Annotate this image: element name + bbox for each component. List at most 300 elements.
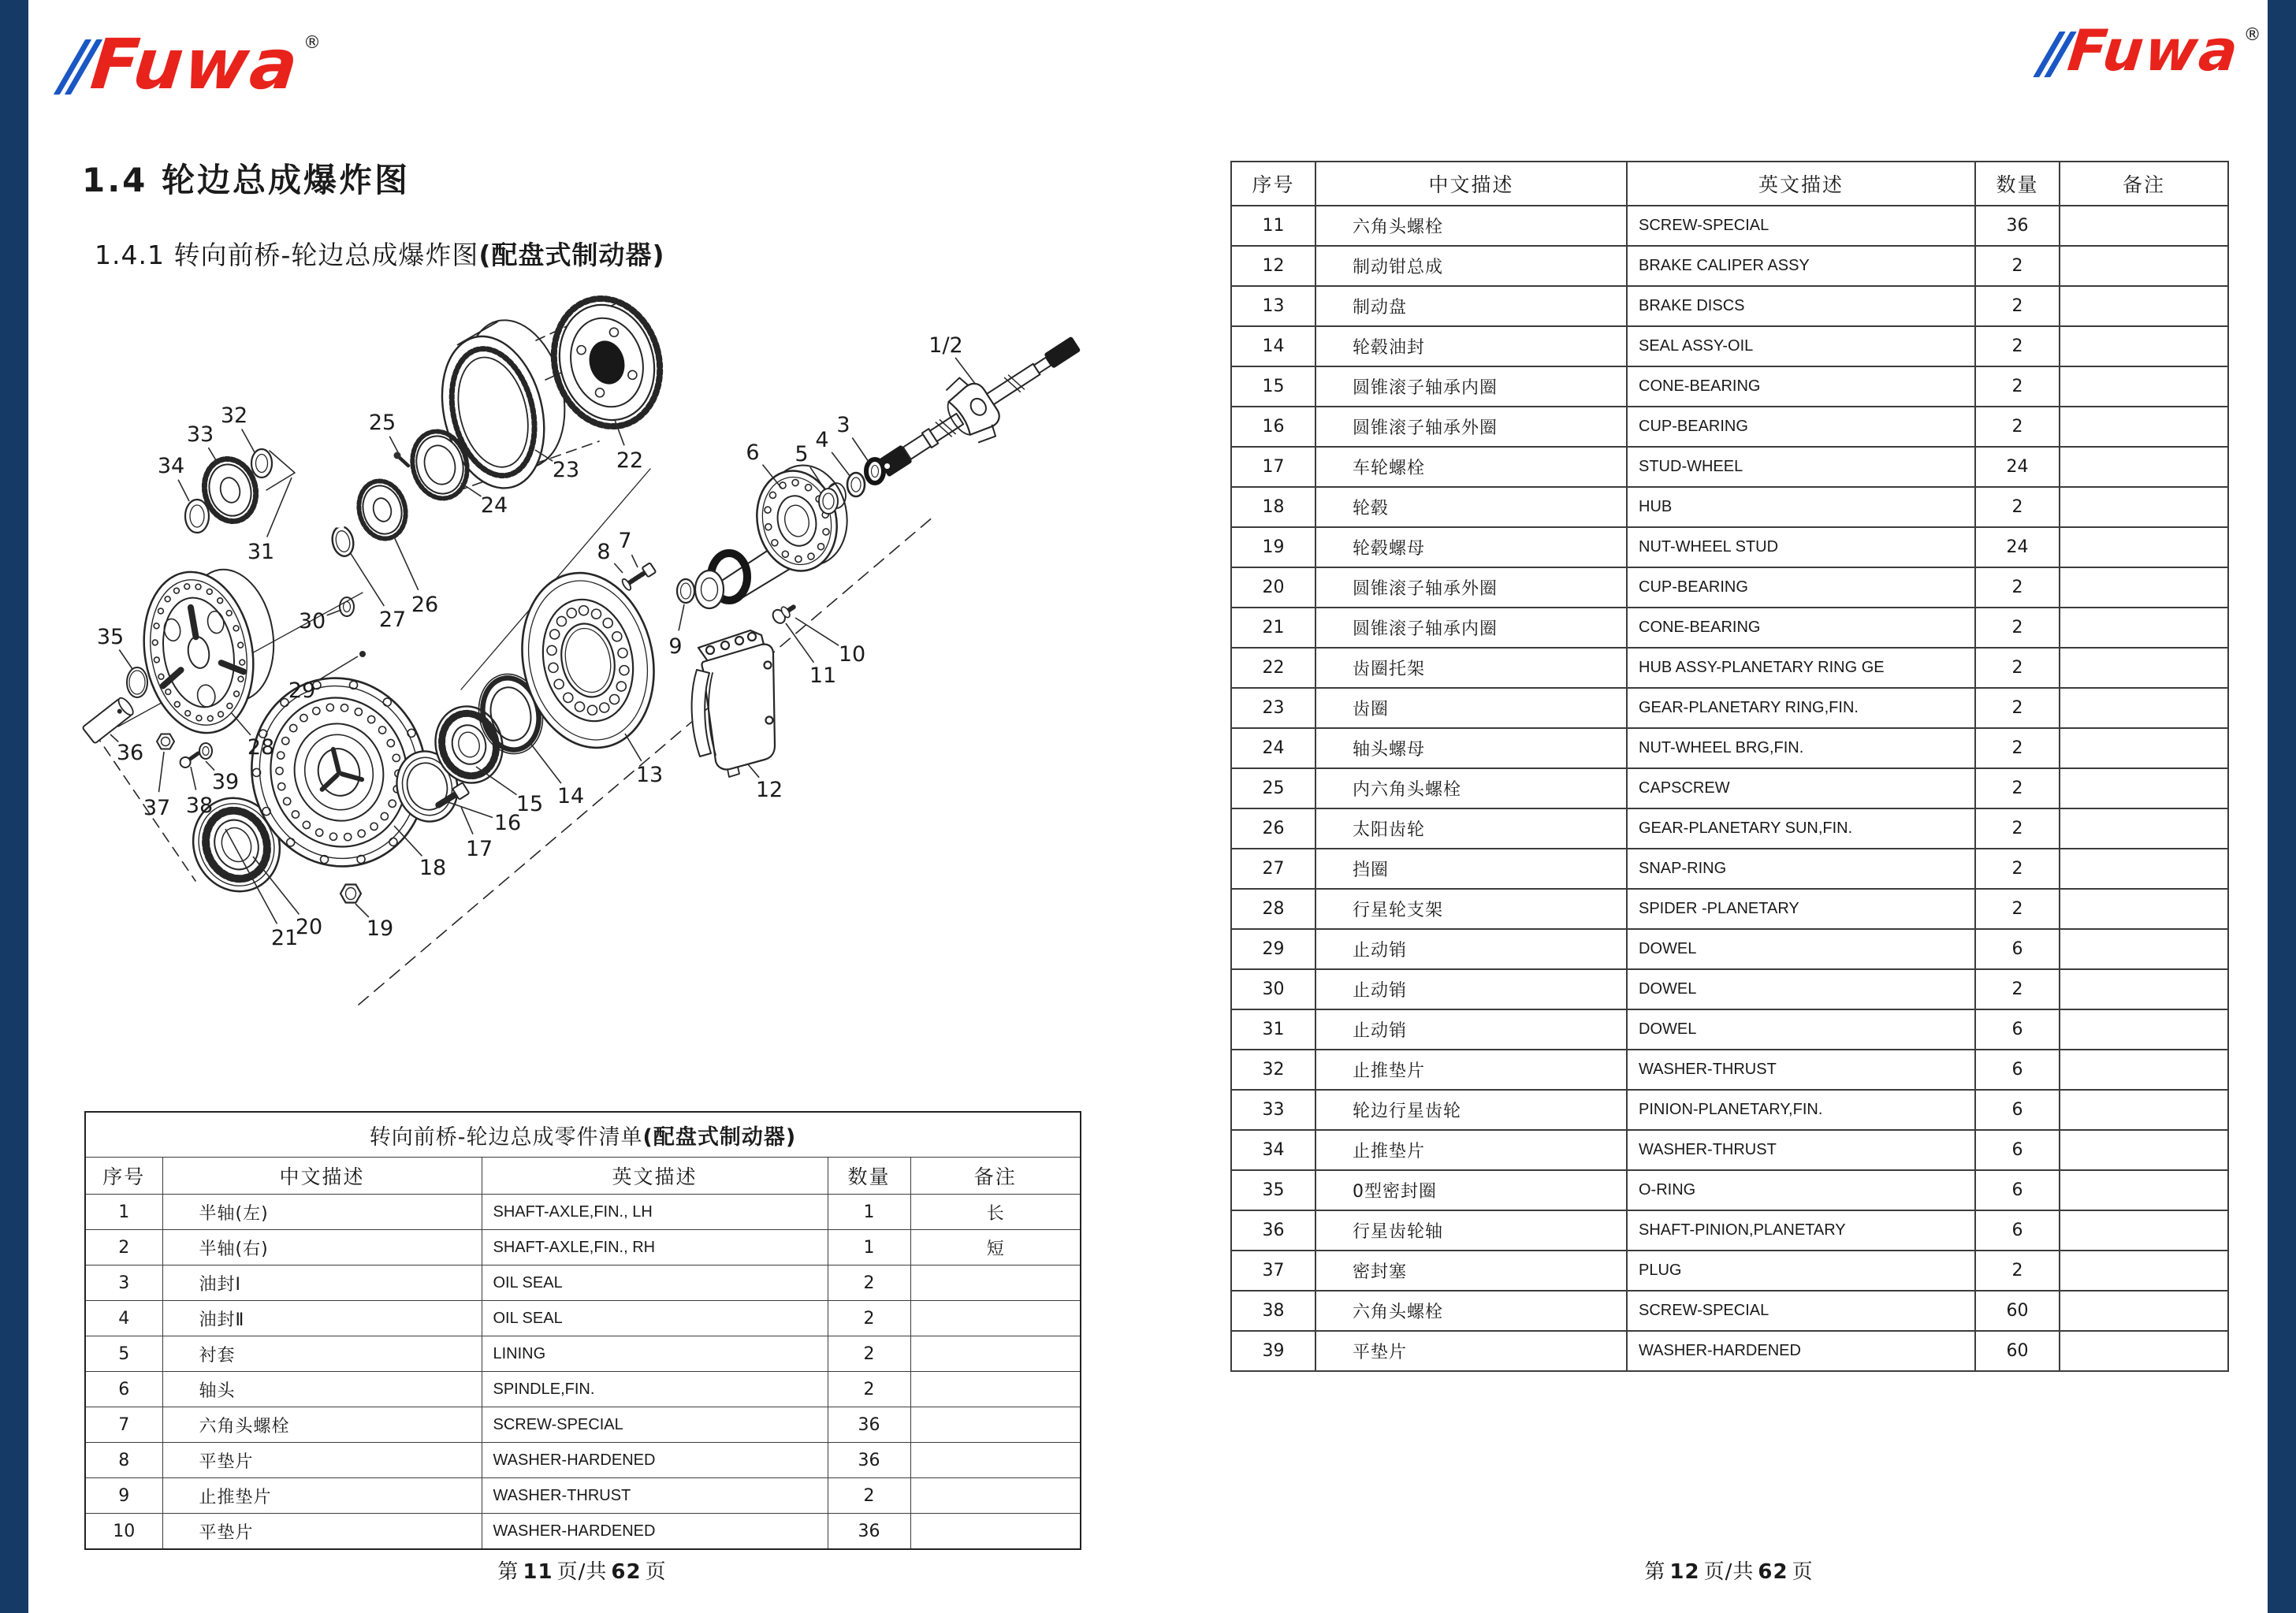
table-row bbox=[85, 1195, 1081, 1230]
cell: 10 bbox=[85, 1514, 162, 1550]
cell: SEAL ASSY-OIL bbox=[1627, 326, 1975, 366]
leader-line bbox=[625, 734, 642, 761]
cell: 7 bbox=[85, 1407, 162, 1443]
diagram-label: 36 bbox=[116, 741, 144, 765]
part-bolt-7-8 bbox=[621, 562, 657, 591]
cell bbox=[910, 1514, 1081, 1550]
table-row bbox=[1231, 286, 2228, 326]
diagram-label: 18 bbox=[419, 856, 447, 880]
cell: 2 bbox=[828, 1301, 910, 1336]
cell bbox=[2060, 246, 2228, 286]
cell: 行星齿轮轴 bbox=[1315, 1210, 1627, 1251]
cell bbox=[910, 1265, 1081, 1301]
cell: 齿圈 bbox=[1315, 688, 1627, 728]
cell bbox=[2060, 688, 2228, 728]
leader-line bbox=[267, 478, 292, 537]
page-number: 12 bbox=[1669, 1560, 1700, 1584]
cell: 20 bbox=[1231, 567, 1315, 608]
cell: SHAFT-AXLE,FIN., RH bbox=[482, 1230, 828, 1265]
cell: 60 bbox=[1975, 1291, 2060, 1331]
subsection-heading-text: 1.4.1 转向前桥-轮边总成爆炸图 bbox=[95, 240, 479, 270]
cell bbox=[2060, 808, 2228, 849]
part-ring-gear-hub-22 bbox=[540, 292, 674, 438]
logo-wordmark: Fuwa bbox=[87, 24, 303, 105]
cell: 30 bbox=[1231, 969, 1315, 1009]
column-header: 英文描述 bbox=[1627, 162, 1975, 206]
diagram-label: 25 bbox=[368, 411, 396, 435]
cell: 2 bbox=[828, 1265, 910, 1301]
diagram-label: 10 bbox=[838, 642, 866, 667]
diagram-label: 33 bbox=[186, 422, 214, 447]
cell: SPINDLE,FIN. bbox=[482, 1372, 828, 1407]
cell: 36 bbox=[828, 1514, 910, 1550]
cell: 18 bbox=[1231, 487, 1315, 527]
cell: 六角头螺栓 bbox=[162, 1407, 482, 1443]
column-header: 序号 bbox=[1231, 162, 1315, 206]
diagram-label: 32 bbox=[220, 403, 248, 428]
cell: DOWEL bbox=[1627, 1009, 1975, 1050]
cell: 内六角头螺栓 bbox=[1315, 768, 1627, 808]
cell: WASHER-THRUST bbox=[1627, 1050, 1975, 1090]
cell: 29 bbox=[1231, 929, 1315, 969]
cell bbox=[2060, 969, 2228, 1009]
fuwa-logo-right bbox=[2046, 17, 2261, 84]
cell: 车轮螺栓 bbox=[1315, 447, 1627, 487]
diagram-label: 1/2 bbox=[928, 333, 963, 358]
cell: WASHER-THRUST bbox=[1627, 1130, 1975, 1170]
table-row bbox=[1231, 1009, 2228, 1050]
part-plug-37 bbox=[157, 734, 174, 749]
cell: 2 bbox=[1975, 969, 2060, 1009]
table-row bbox=[1231, 1210, 2228, 1251]
part-plug-10-11 bbox=[771, 601, 798, 626]
cell: 油封Ⅱ bbox=[162, 1301, 482, 1336]
column-header: 数量 bbox=[828, 1158, 910, 1195]
table-row bbox=[85, 1265, 1081, 1301]
table-row bbox=[1231, 206, 2228, 246]
cell: CUP-BEARING bbox=[1627, 407, 1975, 447]
table-row bbox=[1231, 849, 2228, 889]
cell: 27 bbox=[1231, 849, 1315, 889]
cell: 6 bbox=[1975, 1090, 2060, 1130]
cell bbox=[910, 1336, 1081, 1372]
part-pinion-shaft-36 bbox=[82, 696, 136, 744]
cell bbox=[910, 1443, 1081, 1478]
cell bbox=[2060, 608, 2228, 648]
table-row bbox=[85, 1407, 1081, 1443]
cell bbox=[2060, 567, 2228, 608]
cell: 止推垫片 bbox=[1315, 1130, 1627, 1170]
cell: 2 bbox=[1975, 326, 2060, 366]
diagram-label: 17 bbox=[465, 837, 493, 861]
cell: 13 bbox=[1231, 286, 1315, 326]
diagram-label: 26 bbox=[411, 593, 439, 617]
cell: 轮毂油封 bbox=[1315, 326, 1627, 366]
cell: PINION-PLANETARY,FIN. bbox=[1627, 1090, 1975, 1130]
cell bbox=[910, 1478, 1081, 1514]
part-washer-39 bbox=[199, 743, 212, 759]
cell bbox=[910, 1372, 1081, 1407]
leader-line bbox=[632, 555, 638, 567]
total-pages: 62 bbox=[611, 1560, 642, 1584]
cell bbox=[2060, 206, 2228, 246]
leader-line bbox=[955, 358, 976, 385]
diagram-label: 35 bbox=[96, 625, 125, 649]
cell bbox=[2060, 929, 2228, 969]
diagram-label: 16 bbox=[493, 811, 522, 835]
table-row bbox=[85, 1372, 1081, 1407]
cell: DOWEL bbox=[1627, 929, 1975, 969]
table-row bbox=[1231, 1251, 2228, 1291]
cell: 1 bbox=[828, 1195, 910, 1230]
diagram-label: 12 bbox=[755, 778, 783, 802]
cell: 圆锥滚子轴承内圈 bbox=[1315, 608, 1627, 648]
cell: 2 bbox=[1975, 366, 2060, 407]
part-capscrew-25 bbox=[394, 452, 409, 466]
table-row bbox=[1231, 407, 2228, 447]
diagram-label: 34 bbox=[157, 454, 185, 478]
cell: 2 bbox=[1975, 1251, 2060, 1291]
cell: 2 bbox=[1975, 849, 2060, 889]
total-pages: 62 bbox=[1758, 1560, 1788, 1584]
cell: 34 bbox=[1231, 1130, 1315, 1170]
table-title-row bbox=[85, 1112, 1081, 1158]
leader-line bbox=[119, 650, 132, 670]
cell bbox=[2060, 1170, 2228, 1210]
logo-slashes-icon bbox=[69, 39, 91, 95]
cell: 2 bbox=[1975, 567, 2060, 608]
cell: 33 bbox=[1231, 1090, 1315, 1130]
diagram-label: 15 bbox=[515, 792, 544, 816]
cell: SHAFT-PINION,PLANETARY bbox=[1627, 1210, 1975, 1251]
cell: 6 bbox=[1975, 1210, 2060, 1251]
diagram-label: 14 bbox=[556, 784, 585, 808]
cell: OIL SEAL bbox=[482, 1301, 828, 1336]
table-title: 转向前桥-轮边总成零件清单(配盘式制动器) bbox=[85, 1112, 1081, 1158]
part-spider-28 bbox=[132, 563, 266, 741]
right-navy-strip bbox=[2268, 0, 2296, 1613]
cell: CUP-BEARING bbox=[1627, 567, 1975, 608]
table-row bbox=[1231, 1090, 2228, 1130]
cell: 1 bbox=[85, 1195, 162, 1230]
column-header: 中文描述 bbox=[162, 1158, 482, 1195]
cell: 2 bbox=[1975, 407, 2060, 447]
cell: 太阳齿轮 bbox=[1315, 808, 1627, 849]
cell: 制动盘 bbox=[1315, 286, 1627, 326]
footer-text: 页 bbox=[645, 1560, 667, 1584]
cell: 止动销 bbox=[1315, 1009, 1627, 1050]
leader-line bbox=[679, 604, 684, 630]
table-row bbox=[85, 1336, 1081, 1372]
cell: 8 bbox=[85, 1443, 162, 1478]
cell: 12 bbox=[1231, 246, 1315, 286]
cell: HUB ASSY-PLANETARY RING GE bbox=[1627, 648, 1975, 688]
diagram-label: 24 bbox=[480, 493, 508, 518]
table-row bbox=[1231, 688, 2228, 728]
leader-line bbox=[852, 438, 869, 463]
cell: SHAFT-AXLE,FIN., LH bbox=[482, 1195, 828, 1230]
part-pinion-33 bbox=[198, 453, 263, 527]
cell: 3 bbox=[85, 1265, 162, 1301]
cell: PLUG bbox=[1627, 1251, 1975, 1291]
cell: O-RING bbox=[1627, 1170, 1975, 1210]
diagram-label: 27 bbox=[378, 608, 407, 632]
cell: 35 bbox=[1231, 1170, 1315, 1210]
part-dowel-29 bbox=[359, 651, 366, 657]
subsection-heading bbox=[95, 235, 665, 272]
cell: 24 bbox=[1975, 527, 2060, 567]
diagram-label: 3 bbox=[836, 413, 850, 437]
leader-line bbox=[461, 807, 473, 834]
cell: 36 bbox=[828, 1407, 910, 1443]
cell bbox=[2060, 1050, 2228, 1090]
leader-line bbox=[795, 618, 839, 645]
footer-text: 第 bbox=[497, 1560, 519, 1584]
registered-mark-icon: ® bbox=[2243, 25, 2261, 45]
page-number: 11 bbox=[523, 1560, 553, 1584]
diagram-label: 20 bbox=[295, 915, 323, 939]
cell: 轴头 bbox=[162, 1372, 482, 1407]
part-axle-shaft-1-2 bbox=[865, 314, 1095, 497]
cell: 六角头螺栓 bbox=[1315, 1291, 1627, 1331]
cell: 行星轮支架 bbox=[1315, 889, 1627, 929]
table-row bbox=[1231, 1291, 2228, 1331]
diagram-label: 23 bbox=[552, 458, 580, 482]
table-header-row bbox=[1231, 162, 2228, 206]
cell bbox=[2060, 889, 2228, 929]
cell: 长 bbox=[910, 1195, 1081, 1230]
logo-wordmark: Fuwa bbox=[2064, 17, 2243, 84]
table-row bbox=[85, 1443, 1081, 1478]
cell bbox=[2060, 487, 2228, 527]
leader-line bbox=[461, 483, 481, 496]
leader-line bbox=[530, 742, 561, 783]
table-row bbox=[1231, 648, 2228, 688]
cell: LINING bbox=[482, 1336, 828, 1372]
leader-line bbox=[614, 563, 623, 573]
cell: HUB bbox=[1627, 487, 1975, 527]
diagram-label: 37 bbox=[143, 796, 171, 820]
cell: 17 bbox=[1231, 447, 1315, 487]
cell: BRAKE DISCS bbox=[1627, 286, 1975, 326]
cell: 25 bbox=[1231, 768, 1315, 808]
cell: 2 bbox=[1975, 808, 2060, 849]
cell: 5 bbox=[85, 1336, 162, 1372]
cell: 平垫片 bbox=[162, 1443, 482, 1478]
part-washer-9 bbox=[677, 579, 694, 603]
column-header: 备注 bbox=[910, 1158, 1081, 1195]
table-row bbox=[85, 1301, 1081, 1336]
cell: 19 bbox=[1231, 527, 1315, 567]
cell: 21 bbox=[1231, 608, 1315, 648]
page-footer-right bbox=[1230, 1555, 2227, 1585]
cell bbox=[2060, 1210, 2228, 1251]
diagram-label: 28 bbox=[247, 735, 275, 760]
part-sun-gear-26 bbox=[352, 476, 411, 544]
cell: 6 bbox=[85, 1372, 162, 1407]
section-heading: 1.4 轮边总成爆炸图 bbox=[82, 161, 411, 199]
cell: SNAP-RING bbox=[1627, 849, 1975, 889]
diagram-label: 13 bbox=[635, 763, 664, 787]
cell: 2 bbox=[1975, 608, 2060, 648]
diagram-label: 5 bbox=[794, 442, 809, 466]
cell: 6 bbox=[1975, 1009, 2060, 1050]
cell: 9 bbox=[85, 1478, 162, 1514]
part-bolt-38 bbox=[178, 749, 201, 770]
diagram-label: 31 bbox=[247, 540, 275, 564]
table-row bbox=[1231, 246, 2228, 286]
table-row bbox=[1231, 929, 2228, 969]
cell bbox=[910, 1301, 1081, 1336]
leader-line bbox=[206, 761, 214, 771]
cell: 2 bbox=[828, 1478, 910, 1514]
cell bbox=[2060, 648, 2228, 688]
part-washer-32 bbox=[251, 449, 272, 478]
cell: 止动销 bbox=[1315, 969, 1627, 1009]
cell: CAPSCREW bbox=[1627, 768, 1975, 808]
leader-line bbox=[159, 752, 165, 792]
cell: 6 bbox=[1975, 1130, 2060, 1170]
cell: 6 bbox=[1975, 1170, 2060, 1210]
cell: GEAR-PLANETARY SUN,FIN. bbox=[1627, 808, 1975, 849]
table-row bbox=[1231, 326, 2228, 366]
leader-line bbox=[242, 429, 255, 453]
cell: 39 bbox=[1231, 1331, 1315, 1371]
cell: 24 bbox=[1231, 728, 1315, 768]
cell: 平垫片 bbox=[162, 1514, 482, 1550]
table-row bbox=[1231, 1331, 2228, 1371]
cell: WASHER-HARDENED bbox=[1627, 1331, 1975, 1371]
cell bbox=[2060, 1090, 2228, 1130]
cell: 22 bbox=[1231, 648, 1315, 688]
cell bbox=[2060, 728, 2228, 768]
cell: CONE-BEARING bbox=[1627, 366, 1975, 407]
part-washer-30 bbox=[340, 597, 354, 616]
table-row bbox=[1231, 1050, 2228, 1090]
cell: 密封塞 bbox=[1315, 1251, 1627, 1291]
cell: 止推垫片 bbox=[162, 1478, 482, 1514]
leader-line bbox=[832, 452, 850, 477]
exploded-view-diagram bbox=[63, 292, 1167, 1024]
table-row bbox=[1231, 567, 2228, 608]
cell: WASHER-HARDENED bbox=[482, 1443, 828, 1478]
diagram-label: 7 bbox=[618, 529, 632, 553]
part-o-ring-35 bbox=[127, 667, 147, 697]
column-header: 中文描述 bbox=[1315, 162, 1627, 206]
cell: WASHER-HARDENED bbox=[482, 1514, 828, 1550]
left-navy-strip bbox=[0, 0, 28, 1613]
cell bbox=[910, 1407, 1081, 1443]
part-caliper-12 bbox=[692, 630, 775, 777]
parts-table-right bbox=[1230, 161, 2229, 1372]
cell: 36 bbox=[1231, 1210, 1315, 1251]
cell: 齿圈托架 bbox=[1315, 648, 1627, 688]
column-header: 英文描述 bbox=[482, 1158, 828, 1195]
leader-line bbox=[355, 904, 369, 917]
diagram-label: 30 bbox=[298, 609, 326, 634]
cell: 2 bbox=[1975, 889, 2060, 929]
cell: 28 bbox=[1231, 889, 1315, 929]
footer-text: 页/共 bbox=[556, 1560, 608, 1584]
cell: 11 bbox=[1231, 206, 1315, 246]
table-row bbox=[1231, 1170, 2228, 1210]
diagram-label: 19 bbox=[366, 916, 394, 941]
cell: 37 bbox=[1231, 1251, 1315, 1291]
cell: 2 bbox=[1975, 246, 2060, 286]
leader-line bbox=[748, 764, 759, 778]
cell: 2 bbox=[828, 1372, 910, 1407]
cell: 六角头螺栓 bbox=[1315, 206, 1627, 246]
cell: WASHER-THRUST bbox=[482, 1478, 828, 1514]
cell: 60 bbox=[1975, 1331, 2060, 1371]
cell: 制动钳总成 bbox=[1315, 246, 1627, 286]
parts-table-left bbox=[84, 1111, 1081, 1550]
diagram-label: 8 bbox=[597, 540, 611, 564]
cell: 26 bbox=[1231, 808, 1315, 849]
diagram-label: 29 bbox=[288, 678, 316, 703]
cell: 38 bbox=[1231, 1291, 1315, 1331]
fuwa-logo-left bbox=[69, 24, 322, 105]
cell: 2 bbox=[1975, 688, 2060, 728]
logo-slashes-icon bbox=[2046, 32, 2068, 77]
cell bbox=[2060, 1009, 2228, 1050]
cell: STUD-WHEEL bbox=[1627, 447, 1975, 487]
cell: BRAKE CALIPER ASSY bbox=[1627, 246, 1975, 286]
cell: 2 bbox=[1975, 768, 2060, 808]
cell bbox=[2060, 326, 2228, 366]
cell bbox=[2060, 366, 2228, 407]
cell bbox=[2060, 527, 2228, 567]
cell bbox=[2060, 407, 2228, 447]
registered-mark-icon: ® bbox=[303, 33, 322, 53]
cell: 圆锥滚子轴承内圈 bbox=[1315, 366, 1627, 407]
cell: 轴头螺母 bbox=[1315, 728, 1627, 768]
cell: 15 bbox=[1231, 366, 1315, 407]
cell: 半轴(左) bbox=[162, 1195, 482, 1230]
table-row bbox=[1231, 969, 2228, 1009]
cell: SCREW-SPECIAL bbox=[482, 1407, 828, 1443]
diagram-label: 4 bbox=[815, 428, 829, 452]
cell bbox=[2060, 849, 2228, 889]
diagram-label: 6 bbox=[746, 440, 760, 465]
table-row bbox=[85, 1478, 1081, 1514]
footer-text: 页 bbox=[1792, 1560, 1814, 1584]
cell: 2 bbox=[1975, 728, 2060, 768]
table-header-row bbox=[85, 1158, 1081, 1195]
table-row bbox=[1231, 447, 2228, 487]
cell: 36 bbox=[828, 1443, 910, 1478]
cell: 4 bbox=[85, 1301, 162, 1336]
leader-line bbox=[191, 767, 196, 790]
cell: 2 bbox=[828, 1336, 910, 1372]
cell: 1 bbox=[828, 1230, 910, 1265]
table-row bbox=[1231, 728, 2228, 768]
table-row bbox=[1231, 527, 2228, 567]
leader-line bbox=[786, 623, 813, 663]
diagram-label: 38 bbox=[185, 793, 214, 818]
column-header: 序号 bbox=[85, 1158, 162, 1195]
cell: GEAR-PLANETARY RING,FIN. bbox=[1627, 688, 1975, 728]
leader-line bbox=[178, 480, 189, 501]
table-row bbox=[85, 1514, 1081, 1550]
cell: NUT-WHEEL STUD bbox=[1627, 527, 1975, 567]
cell: NUT-WHEEL BRG,FIN. bbox=[1627, 728, 1975, 768]
cell bbox=[2060, 447, 2228, 487]
cell: 16 bbox=[1231, 407, 1315, 447]
part-brake-disc-13 bbox=[507, 560, 670, 760]
cell: 轮边行星齿轮 bbox=[1315, 1090, 1627, 1130]
part-nut-19 bbox=[340, 885, 361, 903]
